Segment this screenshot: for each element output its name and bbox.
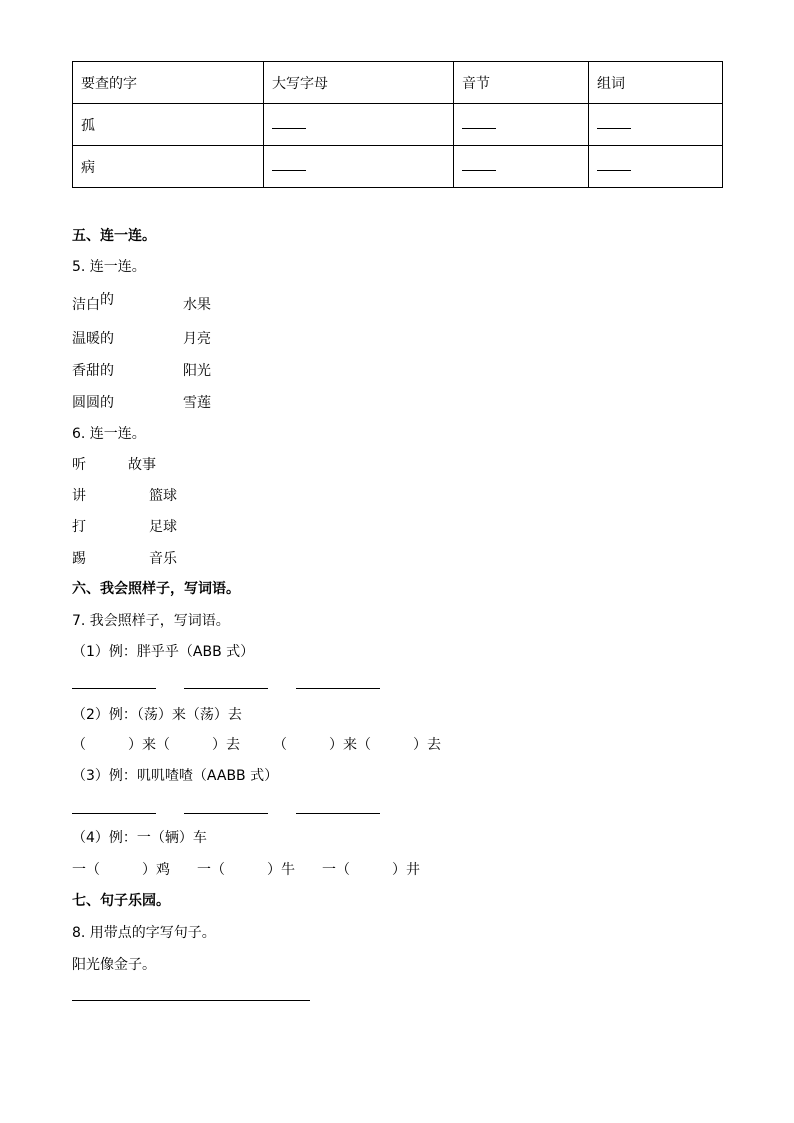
answer-line[interactable]	[72, 1000, 310, 1001]
match-left-item[interactable]: 听	[72, 457, 86, 473]
match-left-item[interactable]: 香甜的	[72, 363, 114, 379]
match-right-item[interactable]: 水果	[183, 297, 211, 313]
match-left-item[interactable]: 温暖的	[72, 331, 114, 347]
fill-in-blank[interactable]: 一（ ）井	[322, 862, 420, 878]
table-cell-char: 病	[73, 146, 264, 188]
answer-line[interactable]	[72, 688, 156, 689]
answer-line[interactable]	[184, 813, 268, 814]
example-text: （4）例：一（辆）车	[72, 830, 207, 846]
question-title: 5. 连一连。	[72, 259, 146, 275]
answer-line[interactable]	[72, 813, 156, 814]
answer-blank[interactable]	[264, 146, 454, 188]
fill-in-blank[interactable]: 一（ ）牛	[197, 862, 295, 878]
answer-blank[interactable]	[454, 146, 589, 188]
match-left-text: 洁白	[72, 297, 100, 313]
example-sentence: 阳光像金子。	[72, 957, 156, 973]
table-row	[73, 104, 723, 146]
answer-blank[interactable]	[589, 146, 723, 188]
match-right-item[interactable]: 月亮	[183, 331, 211, 347]
fill-in-blank[interactable]: （ ）来（ ）去	[72, 737, 240, 753]
question-title: 6. 连一连。	[72, 426, 146, 442]
match-right-item[interactable]: 篮球	[149, 488, 177, 504]
table-header-cell: 要查的字	[73, 62, 264, 104]
answer-line[interactable]	[296, 813, 380, 814]
example-text: （2）例：（荡）来（荡）去	[72, 707, 242, 723]
match-left-item[interactable]	[72, 292, 114, 313]
table-cell-char: 孤	[73, 104, 264, 146]
match-left-item[interactable]: 圆圆的	[72, 395, 114, 411]
match-right-item[interactable]: 足球	[149, 519, 177, 535]
fill-in-blank[interactable]: （ ）来（ ）去	[273, 737, 441, 753]
example-text: （3）例：叽叽喳喳（AABB 式）	[72, 768, 279, 784]
question-title: 7. 我会照样子，写词语。	[72, 613, 230, 629]
table-row	[73, 146, 723, 188]
match-left-item[interactable]: 踢	[72, 551, 86, 567]
answer-blank[interactable]	[264, 104, 454, 146]
match-right-item[interactable]: 故事	[128, 457, 156, 473]
fill-in-blank[interactable]: 一（ ）鸡	[72, 862, 170, 878]
table-header-cell: 音节	[454, 62, 589, 104]
table-header-row	[73, 62, 723, 104]
answer-line[interactable]	[184, 688, 268, 689]
example-text: （1）例：胖乎乎（ABB 式）	[72, 644, 255, 660]
table-header-cell: 组词	[589, 62, 723, 104]
match-left-sup: 的	[100, 292, 114, 308]
section-heading: 六、我会照样子，写词语。	[72, 581, 240, 597]
match-left-item[interactable]: 打	[72, 519, 86, 535]
character-lookup-table	[72, 61, 723, 188]
match-right-item[interactable]: 雪莲	[183, 395, 211, 411]
match-right-item[interactable]: 阳光	[183, 363, 211, 379]
match-left-item[interactable]: 讲	[72, 488, 86, 504]
answer-blank[interactable]	[454, 104, 589, 146]
question-title: 8. 用带点的字写句子。	[72, 925, 216, 941]
match-right-item[interactable]: 音乐	[149, 551, 177, 567]
section-heading: 五、连一连。	[72, 228, 156, 244]
answer-blank[interactable]	[589, 104, 723, 146]
answer-line[interactable]	[296, 688, 380, 689]
section-heading: 七、句子乐园。	[72, 893, 170, 909]
table-header-cell: 大写字母	[264, 62, 454, 104]
